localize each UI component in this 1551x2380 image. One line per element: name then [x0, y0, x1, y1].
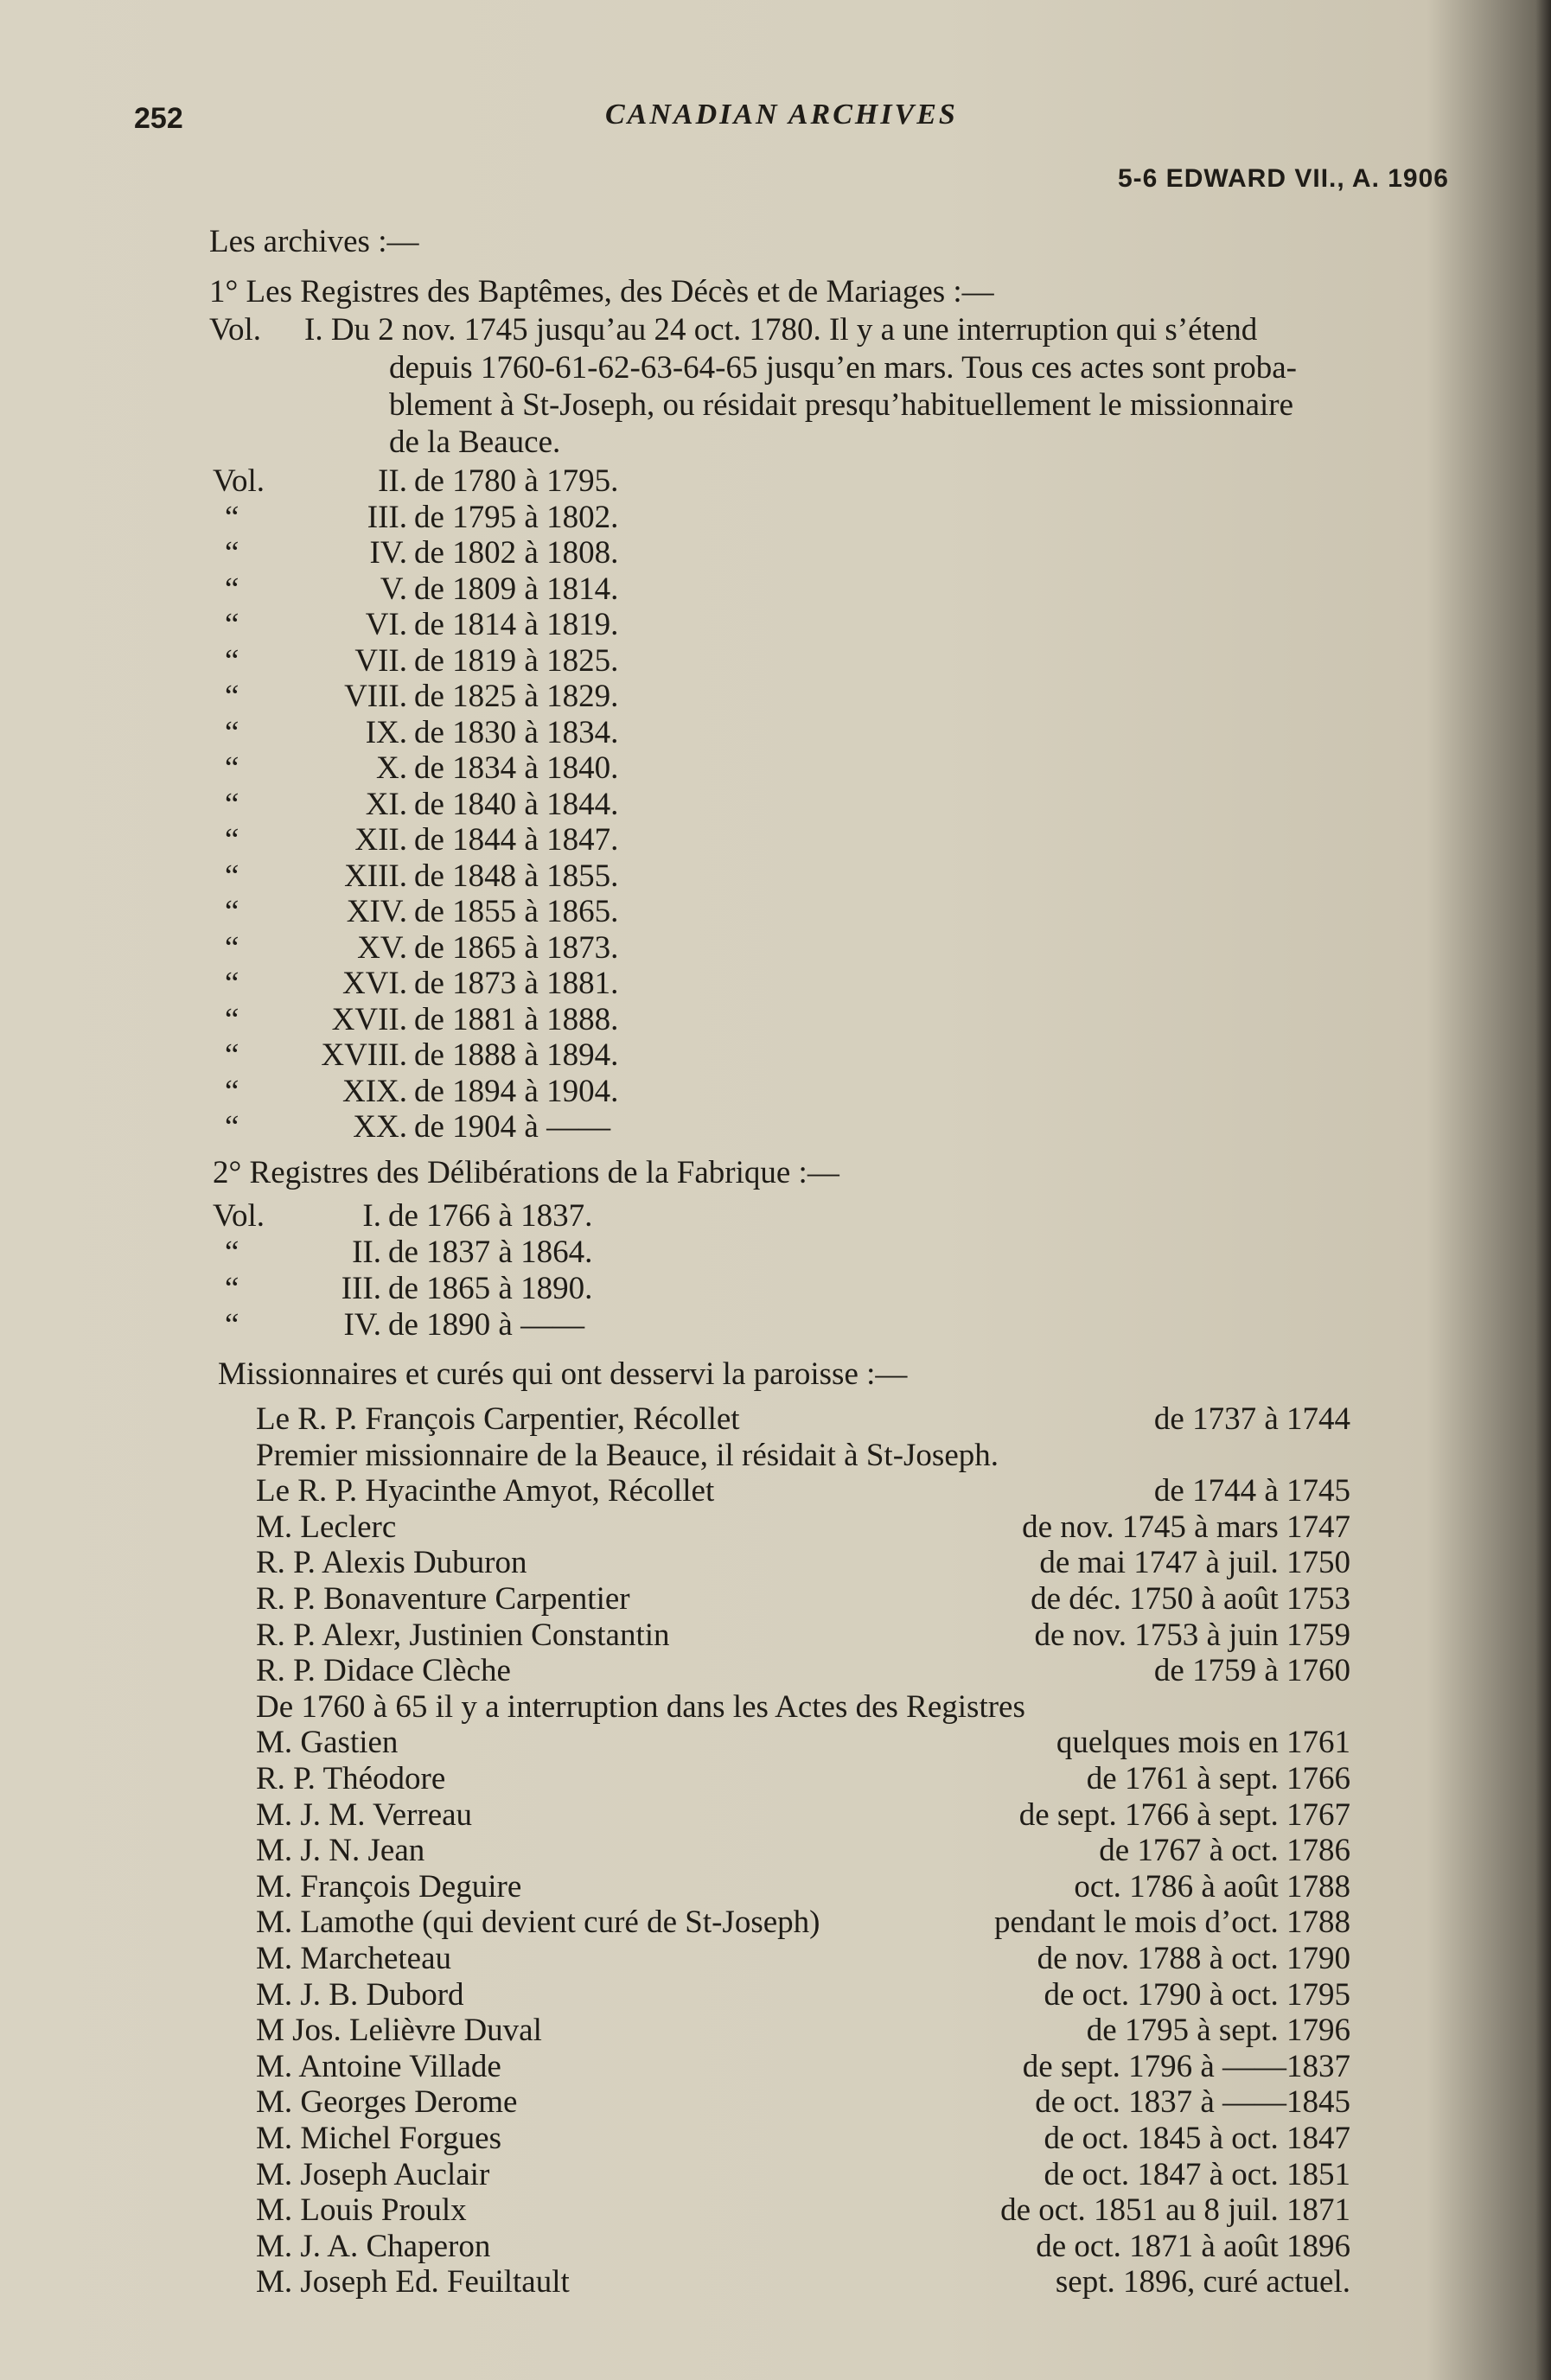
- section1-heading: 1° Les Registres des Baptêmes, des Décès et de Mariages :—: [209, 274, 994, 309]
- volume-range: de 1809 à 1814.: [414, 571, 619, 607]
- missionary-row: [256, 1617, 1350, 1654]
- volume-ditto: “: [225, 786, 239, 822]
- missionary-name: M. J. M. Verreau: [256, 1796, 473, 1833]
- missionary-period: de 1795 à sept. 1796: [1086, 2013, 1350, 2049]
- volume-range: de 1888 à 1894.: [414, 1037, 619, 1073]
- volume-range: de 1830 à 1834.: [414, 714, 619, 750]
- volume-range: de 1848 à 1855.: [414, 858, 619, 894]
- volume-row: [213, 714, 697, 751]
- missionary-name: Premier missionnaire de la Beauce, il résidait à St-Joseph.: [256, 1437, 999, 1473]
- volume-range: de 1766 à 1837.: [388, 1198, 593, 1234]
- volume-ditto: “: [225, 929, 239, 966]
- missionary-row: [256, 2228, 1350, 2265]
- volume-number: XIII.: [344, 858, 407, 894]
- volume-number: III.: [367, 499, 407, 535]
- volume-ditto: “: [225, 1073, 239, 1109]
- missionary-row: [256, 1760, 1350, 1797]
- volume-number: VIII.: [344, 679, 407, 714]
- volume-ditto: Vol.: [213, 463, 265, 499]
- volume-row: [213, 571, 697, 608]
- vol1-line: blement à St-Joseph, ou résidait presqu’habituellement le missionnaire: [389, 387, 1294, 423]
- missionary-row: [256, 1437, 1350, 1474]
- volume-row: [213, 1270, 662, 1307]
- volume-row: [213, 1234, 662, 1271]
- missionary-name: R. P. Alexr, Justinien Constantin: [256, 1617, 670, 1653]
- volume-number: XIV.: [346, 894, 407, 929]
- volume-row: [213, 1197, 662, 1235]
- vol1-label: Vol.: [209, 312, 261, 348]
- missionary-period: de nov. 1745 à mars 1747: [1022, 1509, 1350, 1545]
- vol1-line: depuis 1760-61-62-63-64-65 jusqu’en mars. Tous ces actes sont proba-: [389, 350, 1297, 386]
- volume-number: IV.: [343, 1307, 381, 1343]
- volume-ditto: “: [225, 750, 239, 786]
- missionary-period: de oct. 1845 à oct. 1847: [1044, 2121, 1350, 2156]
- missionary-row: [256, 2120, 1350, 2157]
- missionary-row: [256, 1940, 1350, 1977]
- volume-ditto: “: [225, 642, 239, 679]
- missionary-name: M. François Deguire: [256, 1868, 522, 1905]
- volume-row: [213, 499, 697, 536]
- volume-range: de 1894 à 1904.: [414, 1073, 619, 1109]
- missionary-period: sept. 1896, curé actuel.: [1055, 2264, 1350, 2300]
- volume-number: V.: [380, 571, 407, 607]
- section3-heading: Missionnaires et curés qui ont desservi la paroisse :—: [218, 1356, 908, 1392]
- volume-ditto: “: [225, 714, 239, 750]
- volume-row: [213, 1037, 697, 1074]
- volume-range: de 1795 à 1802.: [414, 499, 619, 535]
- volume-range: de 1840 à 1844.: [414, 786, 619, 822]
- volume-number: XII.: [354, 822, 407, 858]
- volume-ditto: “: [225, 1271, 239, 1306]
- missionary-row: [256, 1868, 1350, 1905]
- missionary-period: de déc. 1750 à août 1753: [1031, 1581, 1350, 1617]
- missionary-name: M. Antoine Villade: [256, 2048, 501, 2084]
- missionary-period: de nov. 1788 à oct. 1790: [1037, 1941, 1350, 1976]
- missionary-period: de oct. 1871 à août 1896: [1036, 2228, 1350, 2264]
- missionary-period: de nov. 1753 à juin 1759: [1034, 1617, 1350, 1653]
- volume-ditto: “: [225, 1109, 239, 1145]
- volume-range: de 1825 à 1829.: [414, 679, 619, 714]
- missionary-row: [256, 1724, 1350, 1761]
- volume-range: de 1819 à 1825.: [414, 642, 619, 679]
- missionary-row: [256, 2083, 1350, 2121]
- vol1-line: de la Beauce.: [389, 424, 561, 460]
- missionary-row: [256, 1580, 1350, 1618]
- volume-row: [213, 929, 697, 967]
- missionary-row: [256, 2263, 1350, 2300]
- volume-number: I.: [362, 1198, 381, 1234]
- missionary-name: M. Gastien: [256, 1725, 399, 1761]
- volume-row: [213, 786, 697, 823]
- volume-ditto: “: [225, 607, 239, 642]
- missionary-name: M. Joseph Auclair: [256, 2156, 490, 2192]
- volume-ditto: “: [225, 966, 239, 1001]
- missionary-period: de oct. 1790 à oct. 1795: [1044, 1976, 1350, 2013]
- missionary-row: [256, 1688, 1350, 1726]
- missionary-name: R. P. Bonaventure Carpentier: [256, 1581, 630, 1617]
- volume-row: [213, 858, 697, 895]
- missionary-row: [256, 1544, 1350, 1581]
- volume-range: de 1873 à 1881.: [414, 966, 619, 1001]
- volume-number: XV.: [357, 929, 407, 966]
- volume-number: XX.: [353, 1109, 407, 1145]
- missionary-name: M. Leclerc: [256, 1509, 397, 1545]
- missionary-name: M Jos. Lelièvre Duval: [256, 2013, 542, 2049]
- volume-number: XVII.: [331, 1001, 407, 1037]
- missionary-name: De 1760 à 65 il y a interruption dans les Actes des Registres: [256, 1688, 1025, 1725]
- volume-range: de 1780 à 1795.: [414, 463, 619, 499]
- missionary-row: [256, 1652, 1350, 1689]
- missionary-name: M. J. N. Jean: [256, 1833, 425, 1869]
- volume-ditto: “: [225, 679, 239, 714]
- missionary-name: R. P. Théodore: [256, 1761, 446, 1796]
- missionary-row: [256, 1904, 1350, 1941]
- volume-row: [213, 821, 697, 858]
- missionary-name: M. Lamothe (qui devient curé de St-Joseph): [256, 1905, 820, 1941]
- missionary-row: [256, 1976, 1350, 2013]
- volume-range: de 1844 à 1847.: [414, 822, 619, 858]
- missionary-period: quelques mois en 1761: [1056, 1725, 1350, 1761]
- volume-ditto: “: [225, 858, 239, 894]
- volume-row: [213, 642, 697, 680]
- missionary-row: [256, 2192, 1350, 2229]
- missionary-row: [256, 2048, 1350, 2085]
- volume-range: de 1865 à 1890.: [388, 1271, 593, 1306]
- volume-range: de 1865 à 1873.: [414, 929, 619, 966]
- volume-range: de 1834 à 1840.: [414, 750, 619, 786]
- missionary-name: M. J. A. Chaperon: [256, 2228, 491, 2264]
- volume-number: II.: [378, 463, 407, 499]
- volume-ditto: “: [225, 1235, 239, 1270]
- missionary-period: de 1761 à sept. 1766: [1086, 1761, 1350, 1796]
- missionary-period: pendant le mois d’oct. 1788: [993, 1905, 1350, 1941]
- missionary-period: de 1759 à 1760: [1153, 1653, 1350, 1689]
- missionary-period: de oct. 1851 au 8 juil. 1871: [1000, 2192, 1350, 2229]
- volume-ditto: “: [225, 822, 239, 858]
- missionary-name: M. Louis Proulx: [256, 2192, 467, 2229]
- volume-number: XVI.: [341, 966, 407, 1001]
- volume-number: X.: [376, 750, 407, 786]
- volume-range: de 1881 à 1888.: [414, 1001, 619, 1037]
- volume-row: [213, 1073, 697, 1110]
- missionary-row: [256, 1401, 1350, 1438]
- missionary-row: [256, 2012, 1350, 2049]
- missionary-period: oct. 1786 à août 1788: [1074, 1868, 1350, 1905]
- volume-row: [213, 534, 697, 571]
- volume-ditto: “: [225, 535, 239, 571]
- missionary-row: [256, 1509, 1350, 1546]
- volume-row: [213, 606, 697, 643]
- volume-row: [213, 893, 697, 930]
- volume-ditto: “: [225, 499, 239, 535]
- missionary-name: M. Joseph Ed. Feuiltault: [256, 2264, 570, 2300]
- volume-row: [213, 1108, 697, 1145]
- volume-range: de 1837 à 1864.: [388, 1235, 593, 1270]
- volume-number: IV.: [369, 535, 407, 571]
- volume-range: de 1814 à 1819.: [414, 607, 619, 642]
- session-label: 5-6 EDWARD VII., A. 1906: [1117, 164, 1449, 193]
- volume-ditto: “: [225, 1001, 239, 1037]
- missionary-period: de oct. 1837 à ——1845: [1035, 2084, 1350, 2121]
- missionary-name: M. Georges Derome: [256, 2084, 518, 2121]
- volume-ditto: “: [225, 894, 239, 929]
- volume-range: de 1890 à ——: [388, 1307, 585, 1343]
- volume-ditto: “: [225, 571, 239, 607]
- volume-number: VII.: [354, 642, 407, 679]
- missionary-period: de mai 1747 à juil. 1750: [1039, 1545, 1350, 1581]
- missionary-period: de 1767 à oct. 1786: [1099, 1833, 1350, 1869]
- volume-number: XVIII.: [321, 1037, 407, 1073]
- missionary-period: de oct. 1847 à oct. 1851: [1044, 2156, 1350, 2192]
- volume-row: [213, 750, 697, 787]
- running-title: CANADIAN ARCHIVES: [605, 99, 958, 131]
- volume-row: [213, 965, 697, 1002]
- volume-ditto: Vol.: [213, 1198, 265, 1234]
- volume-ditto: “: [225, 1037, 239, 1073]
- intro-line: Les archives :—: [209, 224, 419, 259]
- volume-range: de 1855 à 1865.: [414, 894, 619, 929]
- missionary-name: Le R. P. François Carpentier, Récollet: [256, 1401, 740, 1437]
- volume-row: [213, 463, 697, 500]
- volume-row: [213, 1306, 662, 1343]
- missionary-name: R. P. Didace Clèche: [256, 1653, 511, 1689]
- missionary-period: de 1744 à 1745: [1153, 1473, 1350, 1509]
- missionary-name: M. Michel Forgues: [256, 2121, 502, 2156]
- volume-ditto: “: [225, 1307, 239, 1343]
- volume-number: VI.: [365, 607, 407, 642]
- missionary-period: de sept. 1796 à ——1837: [1022, 2048, 1350, 2084]
- missionary-row: [256, 2156, 1350, 2193]
- volume-number: XI.: [365, 786, 407, 822]
- missionary-name: R. P. Alexis Duburon: [256, 1545, 527, 1581]
- missionary-name: M. Marcheteau: [256, 1941, 452, 1976]
- volume-number: IX.: [365, 714, 407, 750]
- missionary-name: Le R. P. Hyacinthe Amyot, Récollet: [256, 1473, 715, 1509]
- volume-range: de 1802 à 1808.: [414, 535, 619, 571]
- vol1-text: I. Du 2 nov. 1745 jusqu’au 24 oct. 1780. Il y a une interruption qui s’étend: [304, 312, 1258, 348]
- missionary-period: de sept. 1766 à sept. 1767: [1018, 1796, 1350, 1833]
- missionary-row: [256, 1832, 1350, 1869]
- missionary-period: de 1737 à 1744: [1153, 1401, 1350, 1437]
- missionary-row: [256, 1796, 1350, 1834]
- volume-number: III.: [341, 1271, 381, 1306]
- volume-number: II.: [352, 1235, 381, 1270]
- page-number: 252: [134, 102, 183, 135]
- section2-heading: 2° Registres des Délibérations de la Fabrique :—: [213, 1155, 839, 1190]
- volume-row: [213, 678, 697, 715]
- missionary-name: M. J. B. Dubord: [256, 1976, 464, 2013]
- volume-range: de 1904 à ——: [414, 1109, 611, 1145]
- volume-row: [213, 1001, 697, 1038]
- missionary-row: [256, 1472, 1350, 1509]
- volume-number: XIX.: [341, 1073, 407, 1109]
